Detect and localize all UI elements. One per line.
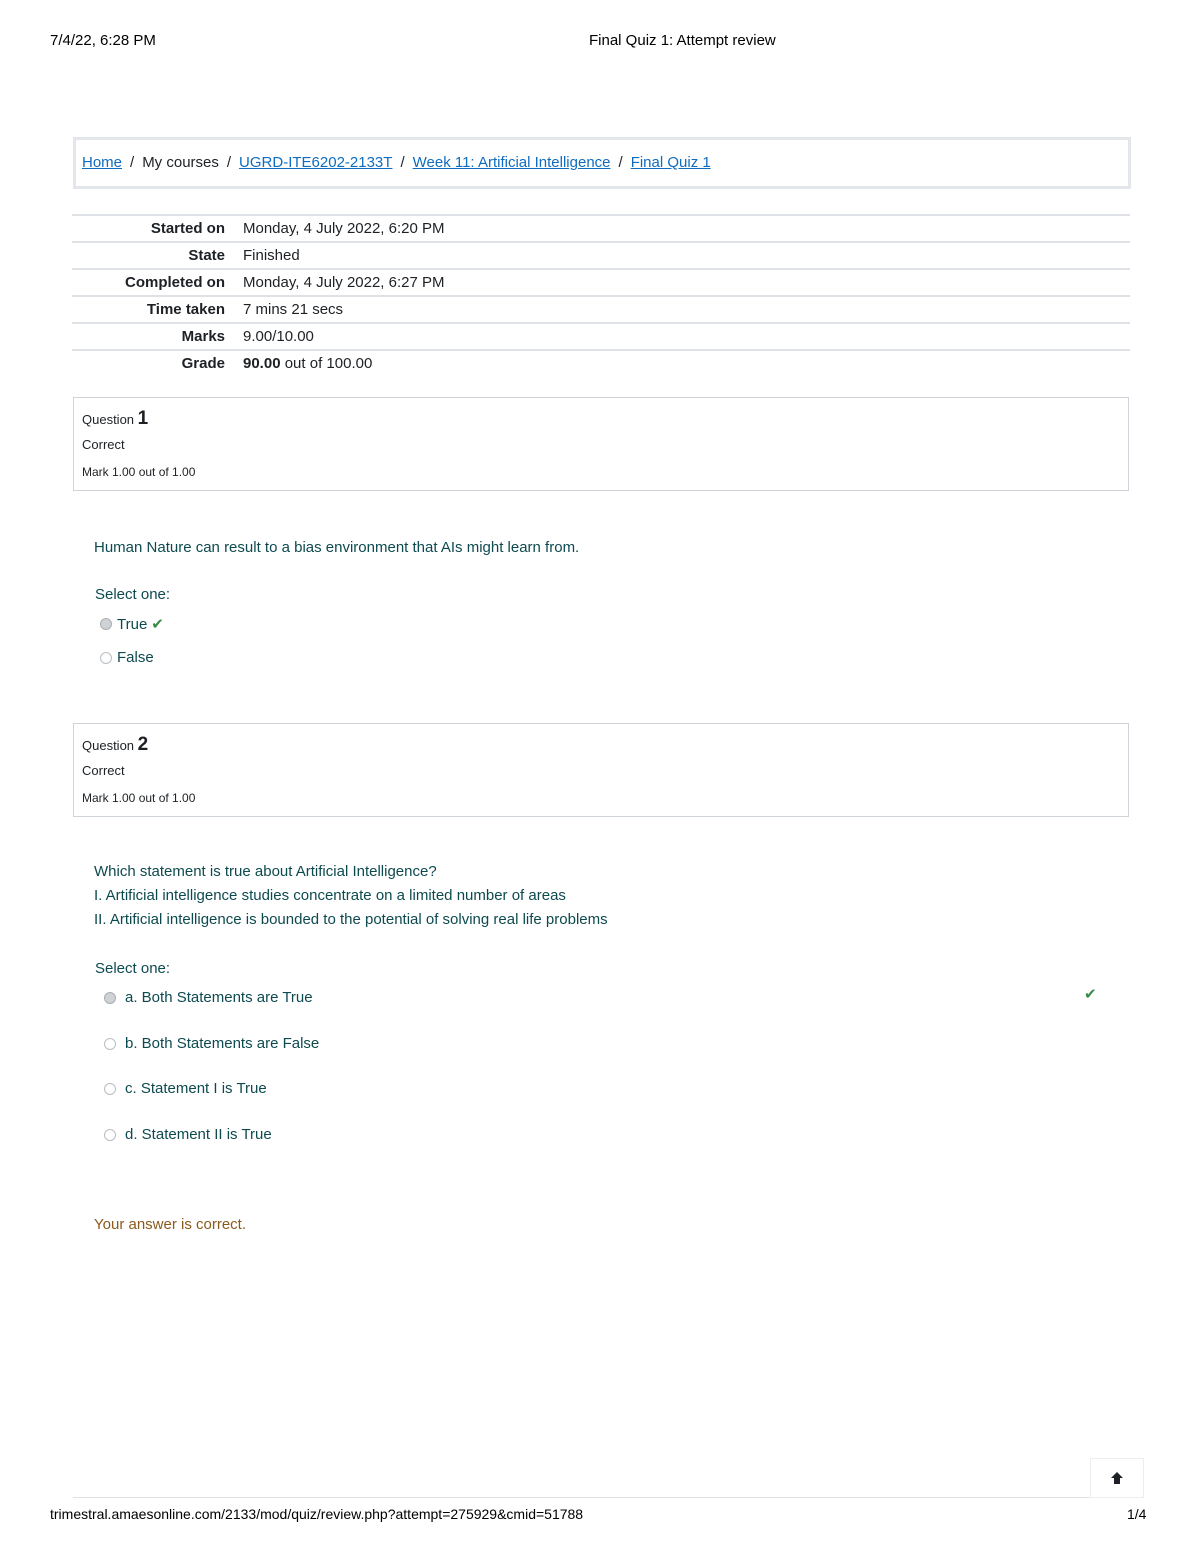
summary-value: 9.00/10.00 (243, 328, 314, 345)
summary-row-time-taken (72, 295, 1130, 322)
breadcrumb-separator: / (130, 154, 135, 171)
breadcrumb-course-link[interactable]: UGRD-ITE6202-2133T (239, 154, 393, 171)
question-2-option-b[interactable] (104, 1035, 319, 1052)
summary-row-grade (72, 349, 1130, 376)
print-url: trimestral.amaesonline.com/2133/mod/quiz/review.php?attempt=275929&cmid=51788 (50, 1506, 584, 1522)
breadcrumb-quiz-link[interactable]: Final Quiz 1 (630, 154, 711, 171)
option-label: d. Statement II is True (125, 1126, 272, 1143)
summary-value: 7 mins 21 secs (243, 301, 344, 318)
grade-out-of: out of 100.00 (284, 355, 373, 372)
question-prefix: Question (82, 412, 135, 427)
question-2-text-line: II. Artificial intelligence is bounded to the potential of solving real life problems (94, 911, 608, 928)
question-2-info (73, 723, 1129, 817)
correct-check-icon: ✔ (1084, 986, 1097, 1003)
question-1-option-true[interactable] (100, 615, 164, 633)
summary-value: Finished (243, 247, 300, 264)
summary-label: Grade (181, 355, 225, 372)
radio-button[interactable] (100, 652, 112, 664)
question-number-value: 1 (137, 408, 149, 429)
breadcrumb-separator: / (400, 154, 405, 171)
breadcrumb-separator: / (226, 154, 232, 171)
summary-label: Time taken (146, 301, 225, 318)
question-2-select-label: Select one: (95, 960, 171, 977)
summary-label: Started on (150, 220, 225, 237)
option-label: a. Both Statements are True (125, 989, 313, 1006)
print-datetime: 7/4/22, 6:28 PM (50, 32, 156, 49)
radio-button-selected[interactable] (100, 618, 112, 630)
question-state: Correct (82, 763, 125, 778)
summary-label: State (188, 247, 225, 264)
breadcrumb-my-courses: My courses (142, 154, 219, 171)
question-number-value: 2 (137, 734, 149, 755)
question-2-option-d[interactable] (104, 1126, 272, 1143)
summary-row-completed-on (72, 268, 1130, 295)
question-1-option-false[interactable] (100, 649, 154, 666)
question-2-text-line: Which statement is true about Artificial Intelligence? (94, 863, 437, 880)
print-page-number: 1/4 (1127, 1506, 1147, 1522)
grade-score: 90.00 (243, 355, 281, 372)
summary-value: Monday, 4 July 2022, 6:20 PM (243, 220, 445, 237)
question-1-select-label: Select one: (95, 586, 171, 603)
summary-row-state (72, 241, 1130, 268)
question-2-option-a[interactable] (104, 989, 313, 1006)
breadcrumb-home-link[interactable]: Home (82, 154, 123, 171)
question-2-feedback: Your answer is correct. (94, 1216, 247, 1233)
breadcrumb (82, 154, 711, 171)
attempt-summary-table (72, 214, 1130, 376)
option-label: b. Both Statements are False (125, 1035, 320, 1052)
correct-check-icon: ✔ (151, 616, 164, 633)
breadcrumb-container (73, 137, 1131, 189)
question-number (82, 734, 148, 756)
question-1-info (73, 397, 1129, 491)
radio-button-selected[interactable] (104, 992, 116, 1004)
back-to-top-button[interactable] (1090, 1458, 1144, 1498)
radio-button[interactable] (104, 1083, 116, 1095)
footer-divider (73, 1497, 1090, 1498)
question-2-text-line: I. Artificial intelligence studies concentrate on a limited number of areas (94, 887, 566, 904)
question-1-text: Human Nature can result to a bias environment that AIs might learn from. (94, 539, 580, 556)
breadcrumb-separator: / (618, 154, 623, 171)
summary-value: Monday, 4 July 2022, 6:27 PM (243, 274, 445, 291)
breadcrumb-week-link[interactable]: Week 11: Artificial Intelligence (412, 154, 611, 171)
question-state: Correct (82, 437, 125, 452)
summary-value (243, 351, 372, 376)
radio-button[interactable] (104, 1129, 116, 1141)
option-label: c. Statement I is True (125, 1080, 267, 1097)
question-mark: Mark 1.00 out of 1.00 (82, 465, 196, 479)
arrow-up-icon (1109, 1470, 1125, 1486)
question-mark: Mark 1.00 out of 1.00 (82, 791, 196, 805)
question-number (82, 408, 148, 430)
question-prefix: Question (82, 738, 135, 753)
option-label: True (117, 615, 148, 633)
summary-row-marks (72, 322, 1130, 349)
summary-row-started-on (72, 214, 1130, 241)
question-2-text (94, 860, 608, 932)
summary-label: Completed on (125, 274, 225, 291)
print-title: Final Quiz 1: Attempt review (589, 32, 776, 49)
option-label: False (117, 649, 154, 666)
question-2-option-c[interactable] (104, 1080, 267, 1097)
summary-label: Marks (181, 328, 225, 345)
radio-button[interactable] (104, 1038, 116, 1050)
